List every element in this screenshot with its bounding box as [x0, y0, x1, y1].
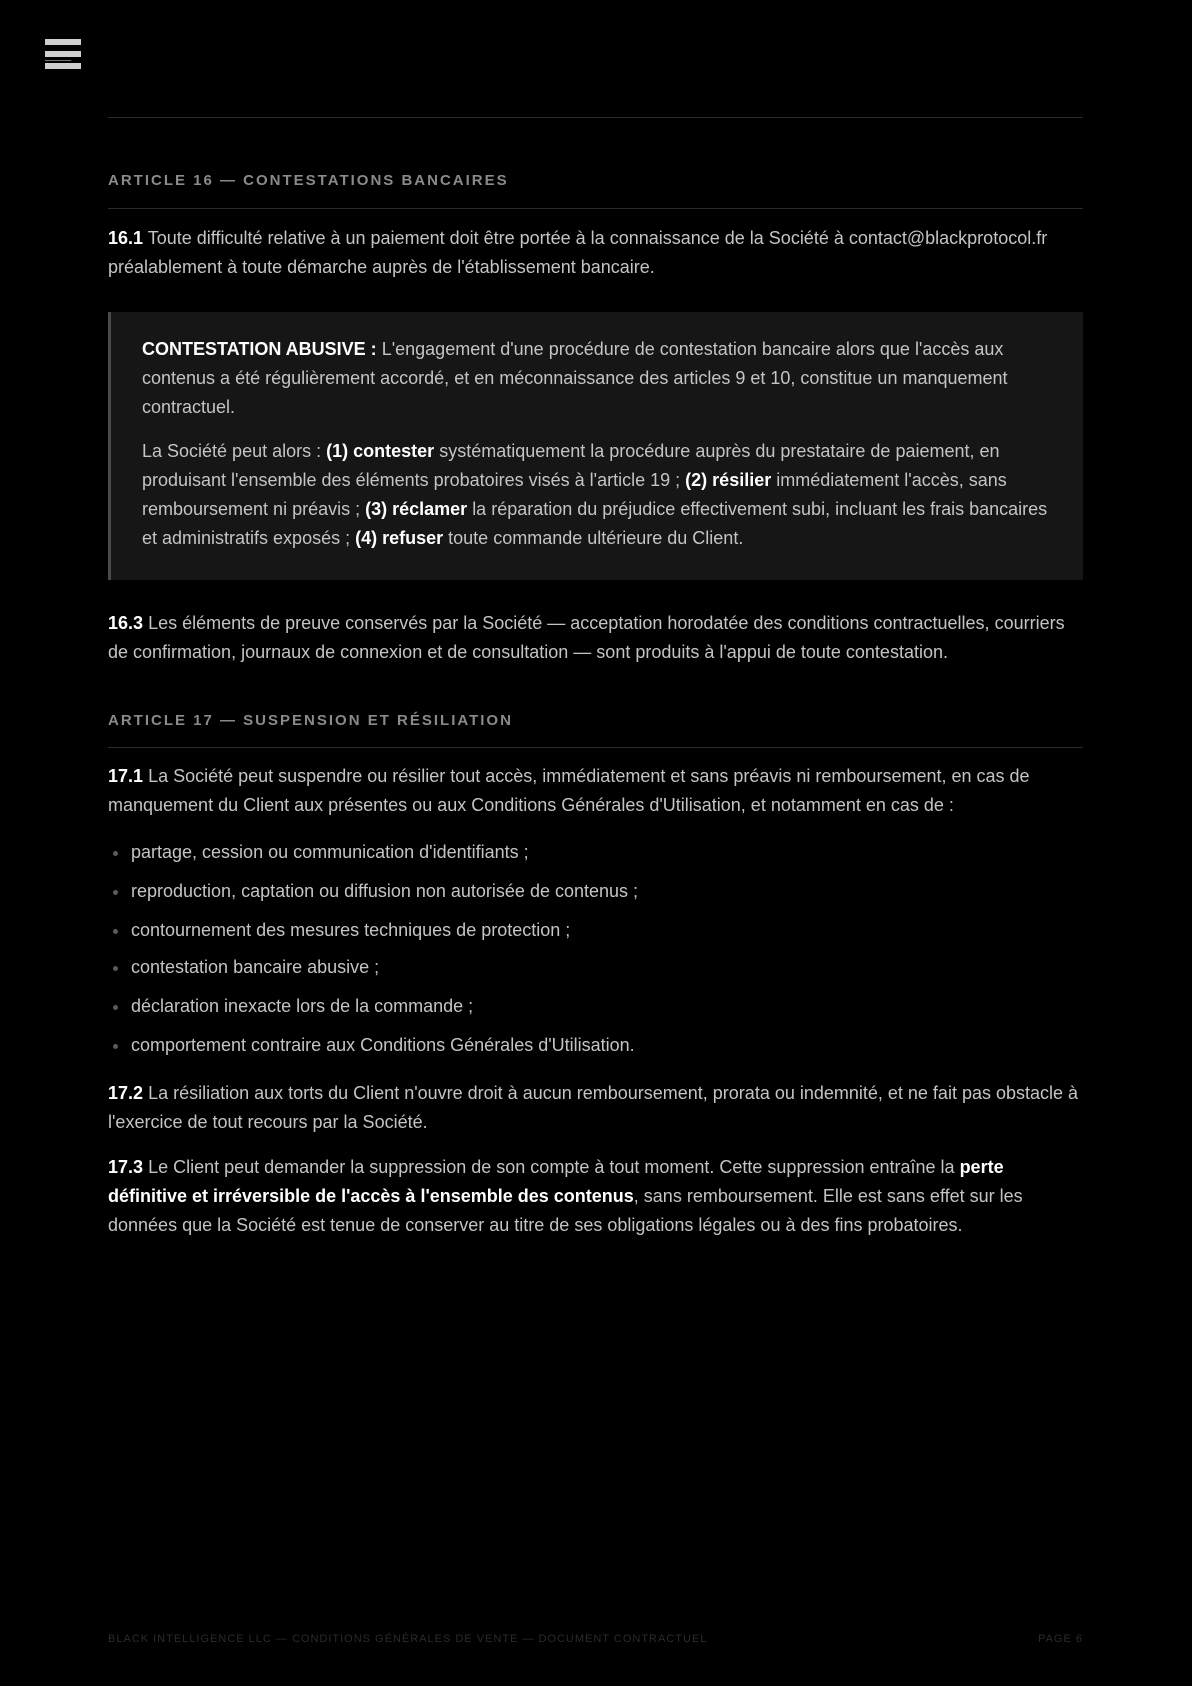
list-item: contournement des mesures techniques de protection ; — [108, 916, 1083, 945]
measure-1-label: (1) contester — [326, 441, 435, 461]
paragraph-number: 16.3 — [108, 613, 144, 633]
callout-intro-text: L'engagement d'une procédure de contestation bancaire alors que l'accès aux contenus a été régulièrement accordé, et en méconnaissance des articles 9 et 10, constitue un manquement contractuel. — [142, 339, 1008, 417]
measure-1-text: systématiquement la procédure auprès du prestataire de paiement, en produisant l'ensemble des éléments probatoires visés à l'article 19 ; — [142, 441, 1000, 490]
bullet-dot — [113, 890, 118, 895]
measure-3-label: (3) réclamer — [365, 499, 468, 519]
paragraph-16-1 — [108, 224, 1083, 282]
callout-lead: La Société peut alors : — [142, 441, 322, 461]
article-16-heading: ARTICLE 16 — CONTESTATIONS BANCAIRES — [108, 172, 509, 189]
list-item: contestation bancaire abusive ; — [108, 953, 1083, 982]
paragraph-text-end: , sans remboursement. Elle est sans effet sur les données que la Société est tenue de conserver au titre de ses obligations légales ou à des fins probatoires. — [108, 1186, 1023, 1235]
paragraph-emphasis: perte définitive et irréversible de l'accès à l'ensemble des contenus — [108, 1157, 1004, 1206]
measure-3-text: la réparation du préjudice effectivement subi, incluant les frais bancaires et administratifs exposés ; — [142, 499, 1048, 548]
list-item: partage, cession ou communication d'identifiants ; — [108, 838, 1083, 867]
list-item: déclaration inexacte lors de la commande ; — [108, 992, 1083, 1021]
paragraph-text: La Société peut suspendre ou résilier tout accès, immédiatement et sans préavis ni remboursement, en cas de manquement du Client aux présentes ou aux Conditions Générales d'Utilisation, et notamment en cas de : — [108, 766, 1030, 815]
paragraph-text: La résiliation aux torts du Client n'ouvre droit à aucun remboursement, prorata ou indemnité, et ne fait pas obstacle à l'exercice de tout recours par la Société. — [108, 1083, 1079, 1132]
list-item: comportement contraire aux Conditions Générales d'Utilisation. — [108, 1031, 1083, 1060]
article-17-divider — [108, 747, 1083, 748]
measure-4-text: toute commande ultérieure du Client. — [448, 528, 744, 548]
bullet-dot — [113, 1005, 118, 1010]
paragraph-number: 16.1 — [108, 228, 144, 248]
bullet-dot — [113, 929, 118, 934]
bullet-dot — [113, 1044, 118, 1049]
callout-title: CONTESTATION ABUSIVE : — [142, 339, 377, 359]
measure-2-label: (2) résilier — [685, 470, 772, 490]
paragraph-number: 17.2 — [108, 1083, 144, 1103]
paragraph-17-2 — [108, 1079, 1083, 1137]
hamburger-menu-icon[interactable] — [45, 39, 81, 75]
paragraph-17-1 — [108, 762, 1083, 820]
article-17-heading: ARTICLE 17 — SUSPENSION ET RÉSILIATION — [108, 712, 513, 729]
callout-intro — [142, 335, 1053, 422]
bullet-dot — [113, 966, 118, 971]
measure-4-label: (4) refuser — [355, 528, 444, 548]
bullet-dot — [113, 851, 118, 856]
page-number: PAGE 6 — [1038, 1633, 1083, 1645]
paragraph-text: Les éléments de preuve conservés par la Société — acceptation horodatée des conditions contractuelles, courriers de confirmation, journaux de connexion et de consultation — sont produits à l'appui de toute contestation. — [108, 613, 1065, 662]
paragraph-16-3 — [108, 609, 1083, 667]
paragraph-number: 17.1 — [108, 766, 144, 786]
breach-list — [108, 838, 1083, 1060]
measure-2-text: immédiatement l'accès, sans remboursement ni préavis ; — [142, 470, 1007, 519]
paragraph-text: Toute difficulté relative à un paiement doit être portée à la connaissance de la Société à contact@blackprotocol.fr préalablement à toute démarche auprès de l'établissement bancaire. — [108, 228, 1048, 277]
list-item: reproduction, captation ou diffusion non autorisée de contenus ; — [108, 877, 1083, 906]
footer-document-title: BLACK INTELLIGENCE LLC — CONDITIONS GÉNÉRALES DE VENTE — DOCUMENT CONTRACTUEL — [108, 1633, 708, 1645]
paragraph-text: Le Client peut demander la suppression de son compte à tout moment. Cette suppression entraîne la — [148, 1157, 955, 1177]
paragraph-17-3 — [108, 1153, 1083, 1240]
paragraph-number: 17.3 — [108, 1157, 144, 1177]
article-16-divider — [108, 208, 1083, 209]
callout-measures — [142, 437, 1053, 553]
abusive-contestation-callout — [108, 312, 1083, 580]
page-footer — [108, 1632, 1083, 1646]
top-divider — [108, 117, 1083, 118]
